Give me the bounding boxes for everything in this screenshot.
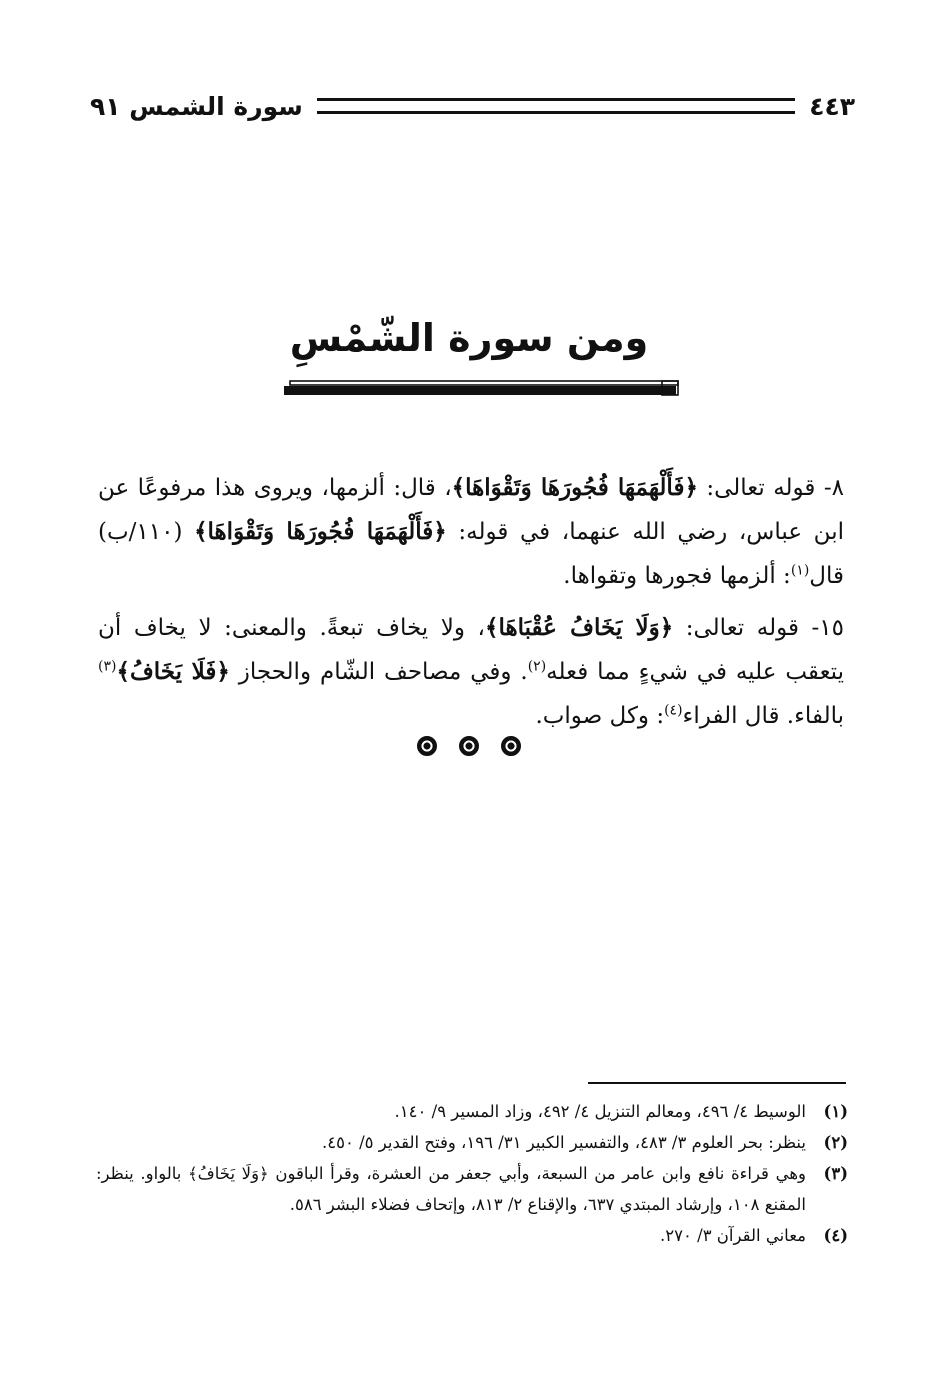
text-run: . وفي مصاحف الشّام والحجاز [229, 659, 528, 685]
running-header [90, 88, 855, 124]
paragraph-verse-15 [98, 606, 844, 738]
footnote-item [96, 1220, 848, 1251]
footnote-ref-2[interactable]: (٢) [527, 658, 547, 675]
text-run: ١٥- قوله تعالى: [673, 615, 845, 641]
text-run: : ألزمها فجورها وتقواها. [563, 563, 791, 589]
footnote-text: معاني القرآن ٣/ ٢٧٠. [660, 1226, 806, 1245]
quran-quote: ﴿وَلَا يَخَافُ عُقْبَاهَا﴾ [484, 614, 674, 641]
footnote-item [96, 1127, 848, 1158]
header-surah-label: سورة الشمس ٩١ [90, 91, 303, 121]
footnote-number: (٤) [823, 1226, 848, 1245]
page-number: ٤٤٣ [809, 91, 855, 121]
footnote-rule [588, 1082, 846, 1084]
paragraph-verse-8 [98, 466, 844, 598]
section-separator [0, 736, 938, 756]
footnote-ref-4[interactable]: (٤) [664, 702, 683, 719]
footnote-item [96, 1096, 848, 1127]
text-run: (١١٠/ب) قال [98, 519, 844, 589]
footnote-item [96, 1158, 848, 1220]
text-run: بالفاء. قال الفراء [682, 703, 844, 729]
footnote-ref-1[interactable]: (١) [790, 562, 810, 579]
text-run: ، قال: ألزمها، ويروى هذا مرفوعًا عن ابن عباس، رضي الله عنهما، في قوله: [98, 475, 844, 545]
header-double-rule [317, 98, 795, 114]
main-text [98, 466, 844, 746]
ornament-icon [459, 736, 479, 756]
title-underline-ornament [282, 377, 682, 399]
footnote-number: (٢) [823, 1133, 848, 1152]
text-run: : وكل صواب. [535, 703, 665, 729]
footnote-number: (١) [823, 1102, 848, 1121]
quran-quote: ﴿فَأَلْهَمَهَا فُجُورَهَا وَتَقْوَاهَا﴾ [194, 518, 447, 545]
footnote-ref-3[interactable]: (٣) [98, 658, 117, 675]
chapter-title: ومن سورة الشّمْسِ [289, 316, 649, 360]
ornament-icon [501, 736, 521, 756]
text-run: ، ولا يخاف تبعةً. والمعنى: لا يخاف أن يتعقب عليه في شيءٍ مما فعله [98, 615, 845, 685]
footnote-number: (٣) [823, 1164, 848, 1183]
quran-quote: ﴿فَلَا يَخَافُ﴾ [116, 658, 230, 685]
quran-quote: ﴿فَأَلْهَمَهَا فُجُورَهَا وَتَقْوَاهَا﴾ [451, 474, 698, 501]
footnote-text: ينظر: بحر العلوم ٣/ ٤٨٣، والتفسير الكبير ٣١/ ١٩٦، وفتح القدير ٥/ ٤٥٠. [321, 1133, 806, 1152]
text-run: ٨- قوله تعالى: [697, 475, 844, 501]
footnote-text: وهي قراءة نافع وابن عامر من السبعة، وأبي جعفر من العشرة، وقرأ الباقون ﴿وَلَا يَخَافُ﴾ بالواو. ينظر: المقنع ١٠٨، وإرشاد المبتدي ٦٣٧، والإقناع ٢/ ٨١٣، وإتحاف فضلاء البشر ٥٨٦. [96, 1164, 806, 1214]
footnote-text: الوسيط ٤/ ٤٩٦، ومعالم التنزيل ٤/ ٤٩٢، وزاد المسير ٩/ ١٤٠. [394, 1102, 806, 1121]
footnotes [96, 1096, 848, 1251]
ornament-icon [417, 736, 437, 756]
